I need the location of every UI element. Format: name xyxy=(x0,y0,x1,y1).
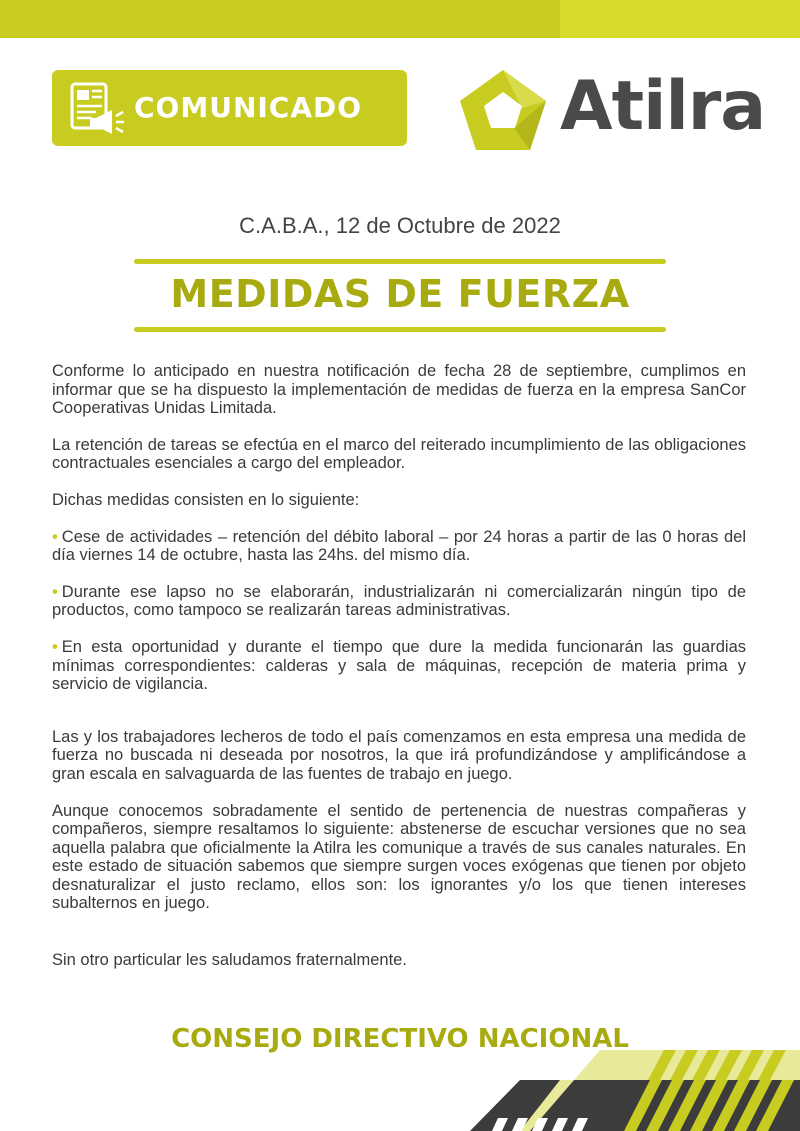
bullet-item xyxy=(52,528,746,565)
bullet-icon: • xyxy=(52,582,58,601)
badge-label: COMUNICADO xyxy=(134,91,363,124)
paragraph: Dichas medidas consisten en lo siguiente: xyxy=(52,490,360,509)
title-rule-bottom xyxy=(134,327,666,332)
paragraph: Aunque conocemos sobradamente el sentido de pertenencia de nuestras compañeras y compañeros, siempre resaltamos lo siguiente: abstenerse de escuchar versiones que no sea aquella palabra que oficialmente la Atilra les comunique a través de sus canales naturales. En este estado de situación sabemos que siempre surgen voces exógenas que tienen por objeto desnaturalizar el justo reclamo, ellos son: los ignorantes y/o los que tienen intereses subalternos en juego. xyxy=(52,801,746,913)
atilra-logo-text: Atilra xyxy=(560,67,766,146)
document-body xyxy=(52,362,746,988)
paragraph: Conforme lo anticipado en nuestra notificación de fecha 28 de septiembre, cumplimos en informar que se ha dispuesto la implementación de medidas de fuerza en la empresa SanCor Cooperativas Unidas Limitada. xyxy=(52,362,746,418)
bullet-item xyxy=(52,583,746,620)
top-accent-band-highlight xyxy=(560,0,800,38)
title-rule-top xyxy=(134,259,666,264)
bullet-item xyxy=(52,638,746,694)
newspaper-megaphone-icon xyxy=(66,78,130,140)
bullet-text: En esta oportunidad y durante el tiempo que dure la medida funcionarán las guardias mínimas correspondientes: calderas y sala de máquinas, recepción de materia prima y servicio de vigilancia. xyxy=(52,637,746,694)
bullet-icon: • xyxy=(52,637,58,656)
document-date: C.A.B.A., 12 de Octubre de 2022 xyxy=(239,213,561,238)
closing-line: Sin otro particular les saludamos fraternalmente. xyxy=(52,951,407,970)
paragraph: La retención de tareas se efectúa en el marco del reiterado incumplimiento de las obligaciones contractuales esenciales a cargo del empleador. xyxy=(52,435,746,473)
bullet-icon: • xyxy=(52,527,58,546)
signature: CONSEJO DIRECTIVO NACIONAL xyxy=(171,1024,629,1054)
comunicado-badge xyxy=(52,70,407,146)
bullet-text: Cese de actividades – retención del débito laboral – por 24 horas a partir de las 0 horas del día viernes 14 de octubre, hasta las 24hs. del mismo día. xyxy=(52,527,746,565)
paragraph: Las y los trabajadores lecheros de todo el país comenzamos en esta empresa una medida de fuerza no buscada ni deseada por nosotros, la que irá profundizándose y amplificándose a gran escala en salvaguarda de las fuentes de trabajo en juego. xyxy=(52,727,746,783)
atilra-logo-mark xyxy=(458,68,548,152)
page-title: MEDIDAS DE FUERZA xyxy=(170,272,630,316)
footer-stripes-decoration xyxy=(0,1040,800,1131)
bullet-text: Durante ese lapso no se elaborarán, industrializarán ni comercializarán ningún tipo de productos, como tampoco se realizarán tareas administrativas. xyxy=(52,582,746,620)
